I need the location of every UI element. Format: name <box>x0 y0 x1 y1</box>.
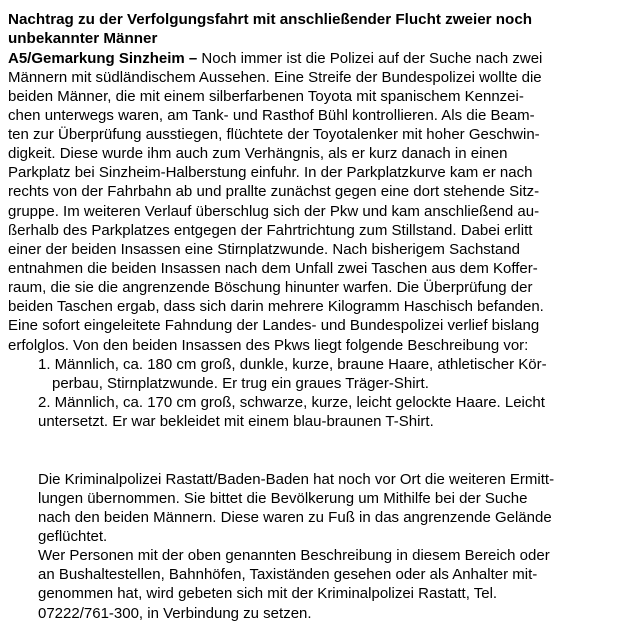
paragraph-line: ßerhalb des Parkplatzes entgegen der Fahrtrichtung zum Stillstand. Dabei erlitt <box>8 221 533 239</box>
blank-line <box>8 431 618 450</box>
location-label: A5/Gemarkung Sinzheim – <box>8 49 198 67</box>
paragraph-line: beiden Männer, die mit einem silberfarbenen Toyota mit spanischem Kennzei- <box>8 87 524 105</box>
appeal-line: geflüchtet. <box>38 528 108 546</box>
suspect-description-line: untersetzt. Er war bekleidet mit einem blau-braunen T-Shirt. <box>38 413 434 431</box>
suspect-description-line: perbau, Stirnplatzwunde. Er trug ein graues Träger-Shirt. <box>52 374 429 392</box>
article-body <box>8 49 618 623</box>
paragraph-line: erfolglos. Von den beiden Insassen des Pkws liegt folgende Beschreibung vor: <box>8 336 529 354</box>
blank-line <box>8 450 618 469</box>
appeal-line: an Bushaltestellen, Bahnhöfen, Taxiständen gesehen oder als Anhalter mit- <box>38 566 538 584</box>
appeal-line: Wer Personen mit der oben genannten Beschreibung in diesem Bereich oder <box>38 547 550 565</box>
appeal-line: genommen hat, wird gebeten sich mit der Kriminalpolizei Rastatt, Tel. <box>38 585 498 603</box>
headline-line: Nachtrag zu der Verfolgungsfahrt mit anschließender Flucht zweier noch <box>8 11 533 28</box>
paragraph-line: chen unterwegs waren, am Tank- und Rasthof Bühl kontrollieren. Als die Beam- <box>8 106 535 124</box>
paragraph-line: beiden Taschen ergab, dass sich darin mehrere Kilogramm Haschisch befanden. <box>8 298 544 316</box>
paragraph-line: rechts von der Fahrbahn ab und prallte zunächst gegen eine dort stehende Sitz- <box>8 183 540 201</box>
paragraph-line: gruppe. Im weiteren Verlauf überschlug sich der Pkw und kam anschließend au- <box>8 202 540 220</box>
appeal-line: nach den beiden Männern. Diese waren zu Fuß in das angrenzende Gelände <box>38 508 552 526</box>
paragraph-line: digkeit. Diese wurde ihm auch zum Verhängnis, als er kurz danach in einen <box>8 145 508 163</box>
suspect-description-line: 2. Männlich, ca. 170 cm groß, schwarze, kurze, leicht gelockte Haare. Leicht <box>38 394 545 412</box>
paragraph-line: entnahmen die beiden Insassen nach dem Unfall zwei Taschen aus dem Koffer- <box>8 260 538 278</box>
paragraph-line: ten zur Überprüfung ausstiegen, flüchtete der Toyotalenker mit hoher Geschwin- <box>8 126 540 144</box>
paragraph-line: Parkplatz bei Sinzheim-Halberstung einfuhr. In der Parkplatzkurve kam er nach <box>8 164 533 182</box>
paragraph-line <box>8 49 618 68</box>
appeal-line: lungen übernommen. Sie bittet die Bevölkerung um Mithilfe bei der Suche <box>38 489 528 507</box>
paragraph-line: Männern mit südländischem Aussehen. Eine Streife der Bundespolizei wollte die <box>8 68 542 86</box>
appeal-line: Die Kriminalpolizei Rastatt/Baden-Baden hat noch vor Ort die weiteren Ermitt- <box>38 470 555 488</box>
headline-line: unbekannter Männer <box>8 30 158 48</box>
appeal-line: 07222/761-300, in Verbindung zu setzen. <box>38 604 312 622</box>
paragraph-line-text: Noch immer ist die Polizei auf der Suche nach zwei <box>197 49 543 67</box>
paragraph-line: Eine sofort eingeleitete Fahndung der Landes- und Bundespolizei verlief bislang <box>8 317 540 335</box>
paragraph-line: raum, die sie die angrenzende Böschung hinunter warfen. Die Überprüfung der <box>8 279 533 297</box>
headline <box>8 10 608 48</box>
suspect-description-line: 1. Männlich, ca. 180 cm groß, dunkle, kurze, braune Haare, athletischer Kör- <box>38 355 547 373</box>
paragraph-line: einer der beiden Insassen eine Stirnplatzwunde. Nach bisherigem Sachstand <box>8 240 520 258</box>
